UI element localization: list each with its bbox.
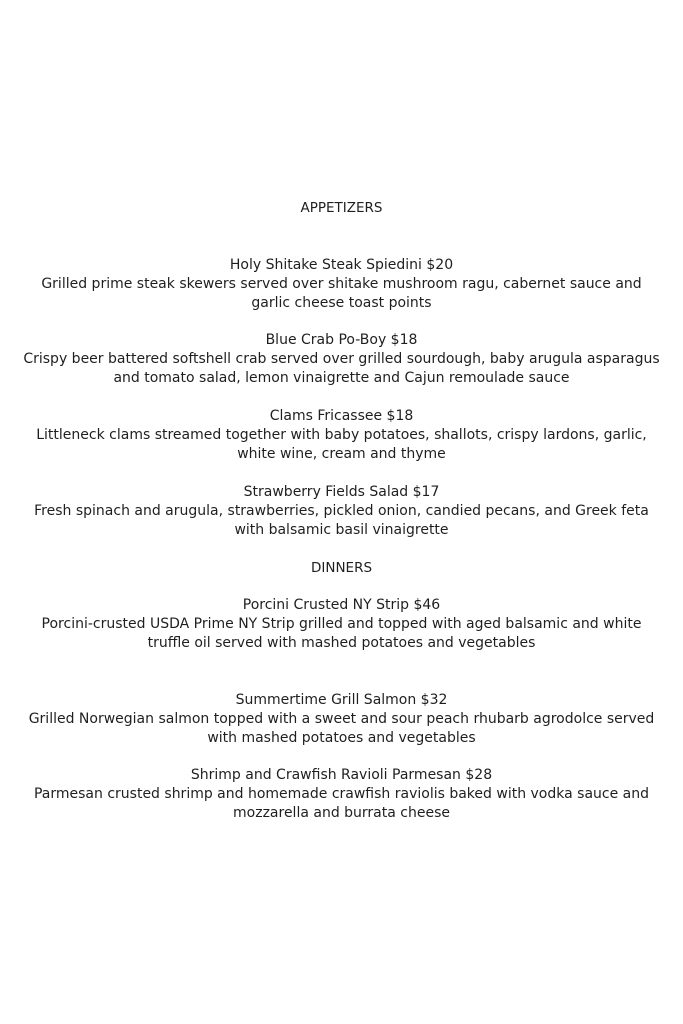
menu-item-title: Summertime Grill Salmon $32 [235,692,448,708]
menu-item-description: Parmesan crusted shrimp and homemade crawfish raviolis baked with vodka sauce and mozzarella and burrata cheese [33,786,649,821]
menu-item-description: Fresh spinach and arugula, strawberries, pickled onion, candied pecans, and Greek feta with balsamic basil vinaigrette [34,503,649,538]
menu-item-title: Shrimp and Crawfish Ravioli Parmesan $28 [190,767,493,783]
section-heading-appetizers: APPETIZERS [300,200,383,216]
menu-item-description: Littleneck clams streamed together with baby potatoes, shallots, crispy lardons, garlic, white wine, cream and thyme [36,427,647,462]
menu-item-title: Holy Shitake Steak Spiedini $20 [229,257,454,273]
section-heading-dinners: DINNERS [310,560,373,576]
menu-item-title: Strawberry Fields Salad $17 [243,484,440,500]
menu-item-description: Grilled prime steak skewers served over shitake mushroom ragu, cabernet sauce and garlic cheese toast points [41,276,642,311]
menu-item-title: Clams Fricassee $18 [269,408,414,424]
menu-item-description: Porcini-crusted USDA Prime NY Strip grilled and topped with aged balsamic and white truffle oil served with mashed potatoes and vegetables [41,616,642,651]
menu-item-title: Porcini Crusted NY Strip $46 [242,597,441,613]
menu-item-description: Crispy beer battered softshell crab served over grilled sourdough, baby arugula asparagus and tomato salad, lemon vinaigrette and Cajun remoulade sauce [23,351,660,386]
menu-item-description: Grilled Norwegian salmon topped with a sweet and sour peach rhubarb agrodolce served with mashed potatoes and vegetables [28,711,655,746]
menu-item-title: Blue Crab Po-Boy $18 [265,332,418,348]
